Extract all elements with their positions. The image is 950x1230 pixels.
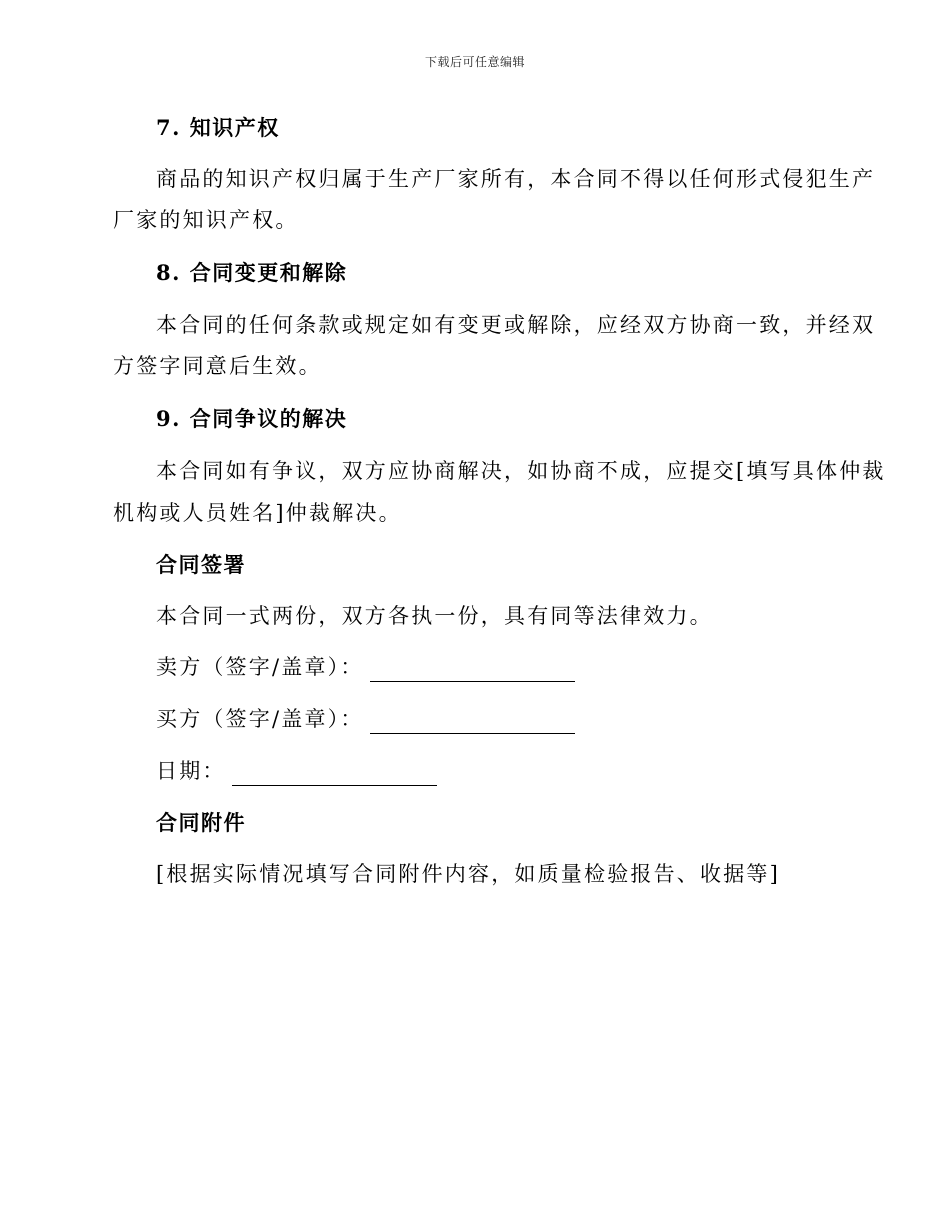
buyer-signature-row <box>156 704 575 734</box>
section-title-attachments: 合同附件 <box>156 810 246 835</box>
date-row <box>156 756 437 786</box>
buyer-signature-label: 买方（签字/盖章）： <box>156 707 364 731</box>
seller-signature-label: 卖方（签字/盖章）： <box>156 655 364 679</box>
buyer-signature-blank <box>370 711 575 734</box>
section-body-dispute-line2: 机构或人员姓名]仲裁解决。 <box>113 501 402 525</box>
section-title-dispute: 9. 合同争议的解决 <box>156 406 348 431</box>
section-body-dispute-line1: 本合同如有争议，双方应协商解决，如协商不成，应提交[填写具体仲裁 <box>156 459 886 483</box>
date-blank <box>232 763 437 786</box>
section-title-ip: 7. 知识产权 <box>156 115 280 140</box>
section-title-change: 8. 合同变更和解除 <box>156 260 348 285</box>
section-body-ip-line2: 厂家的知识产权。 <box>113 208 299 232</box>
section-body-signing: 本合同一式两份，双方各执一份，具有同等法律效力。 <box>156 604 713 628</box>
section-title-signing: 合同签署 <box>156 552 246 577</box>
section-body-ip-line1: 商品的知识产权归属于生产厂家所有，本合同不得以任何形式侵犯生产 <box>156 167 876 191</box>
section-body-attachments: [根据实际情况填写合同附件内容，如质量检验报告、收据等] <box>156 862 780 886</box>
seller-signature-blank <box>370 659 575 682</box>
seller-signature-row <box>156 652 575 682</box>
section-body-change-line1: 本合同的任何条款或规定如有变更或解除，应经双方协商一致，并经双 <box>156 313 876 337</box>
section-body-change-line2: 方签字同意后生效。 <box>113 354 322 378</box>
page-header-note: 下载后可任意编辑 <box>424 55 525 69</box>
date-label: 日期： <box>156 759 226 783</box>
